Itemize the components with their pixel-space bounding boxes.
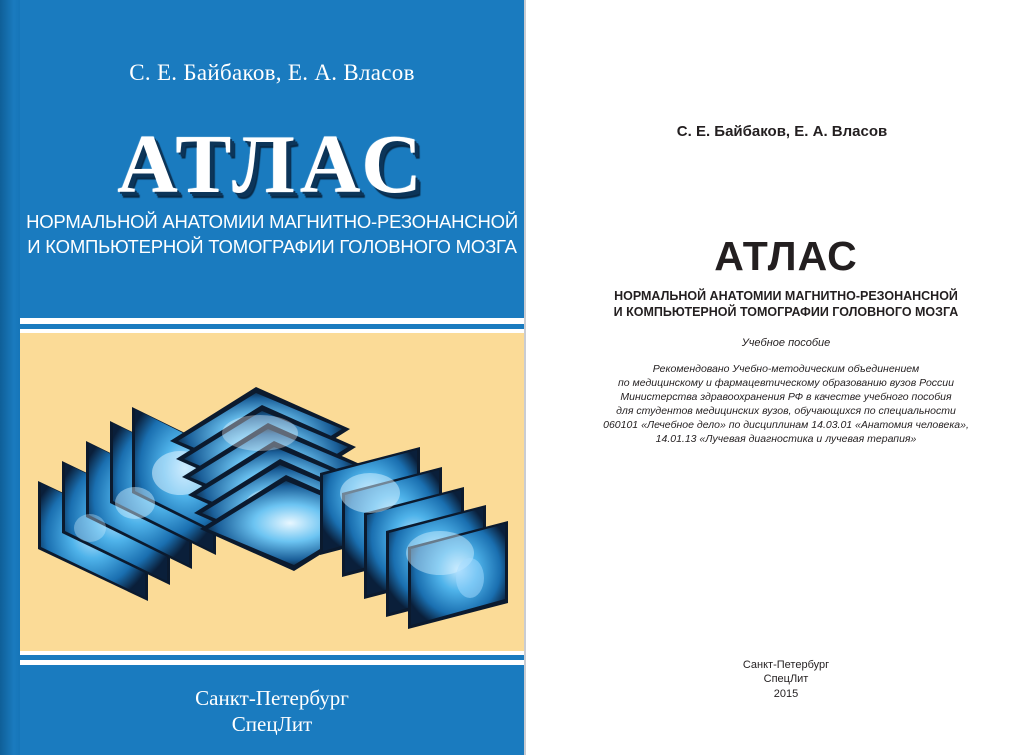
cover-illustration [20, 333, 524, 651]
cover-title: АТЛАС [117, 118, 427, 211]
mri-slices-illustration [20, 333, 524, 651]
title-page-authors: С. Е. Байбаков, Е. А. Власов [676, 123, 888, 140]
sagittal-slices [320, 447, 508, 629]
title-page-subtitle-line-2: И КОМПЬЮТЕРНОЙ ТОМОГРАФИИ ГОЛОВНОГО МОЗГА [613, 305, 959, 319]
recommendation-line: Министерства здравоохранения РФ в качестве учебного пособия [620, 391, 952, 403]
cover-city: Санкт-Петербург [195, 686, 349, 710]
cover-subtitle-line-1: НОРМАЛЬНОЙ АНАТОМИИ МАГНИТНО-РЕЗОНАНСНОЙ [26, 211, 518, 232]
book-spine [0, 0, 20, 755]
recommendation-line: 060101 «Лечебное дело» по дисциплинам 14.03.01 «Анатомия человека», [603, 419, 969, 431]
title-page-year: 2015 [773, 688, 799, 700]
cover-authors: С. Е. Байбаков, Е. А. Власов [129, 60, 415, 85]
title-page-subtitle-line-1: НОРМАЛЬНОЙ АНАТОМИИ МАГНИТНО-РЕЗОНАНСНОЙ [614, 289, 958, 303]
recommendation-line: по медицинскому и фармацевтическому образованию вузов России [618, 377, 954, 389]
cover-subtitle-line-2: И КОМПЬЮТЕРНОЙ ТОМОГРАФИИ ГОЛОВНОГО МОЗГА [27, 236, 517, 257]
title-page-city: Санкт-Петербург [742, 659, 830, 671]
recommendation-line: Рекомендовано Учебно-методическим объединением [652, 363, 920, 375]
recommendation-line: для студентов медицинских вузов, обучающихся по специальности [616, 405, 956, 417]
cover-divider-bottom-white-2 [20, 660, 524, 665]
recommendation-line: 14.01.13 «Лучевая диагностика и лучевая терапия» [655, 433, 917, 445]
cover-publisher: СпецЛит [231, 712, 313, 736]
title-page-publication-kind: Учебное пособие [741, 337, 831, 349]
title-page [526, 0, 1031, 755]
title-page-title: АТЛАС [714, 233, 858, 279]
title-page-publisher: СпецЛит [763, 673, 809, 685]
